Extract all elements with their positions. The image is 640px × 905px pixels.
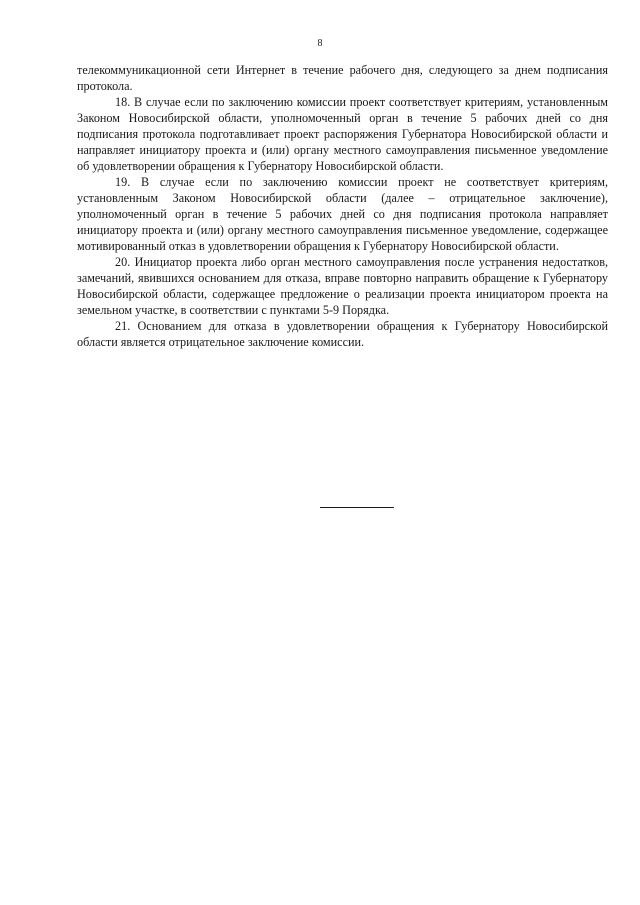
paragraph-20: 20. Инициатор проекта либо орган местного самоуправления после устранения недостатков, замечаний, явившихся основанием для отказа, вправе повторно направить обращение к Губернатору Новосибирской области, содержащее предложение о реализации проекта инициатором проекта на земельном участке, в соответствии с пунктами 5-9 Порядка.: [77, 255, 608, 317]
end-divider-line: [320, 507, 394, 508]
paragraph-19: 19. В случае если по заключению комиссии проект не соответствует критериям, установленным Законом Новосибирской области (далее – отрицательное заключение), уполномоченный орган в течение 5 рабочих дней со дня подписания протокола направляет инициатору проекта и (или) органу местного самоуправления письменное уведомление, содержащее мотивированный отказ в удовлетворении обращения к Губернатору Новосибирской области.: [77, 175, 608, 253]
paragraph-continuation: телекоммуникационной сети Интернет в течение рабочего дня, следующего за днем подписания протокола.: [77, 63, 608, 93]
paragraph-21: 21. Основанием для отказа в удовлетворении обращения к Губернатору Новосибирской области является отрицательное заключение комиссии.: [77, 319, 608, 349]
page-number: 8: [317, 38, 323, 49]
document-body: [77, 62, 608, 350]
paragraph-18: 18. В случае если по заключению комиссии проект соответствует критериям, установленным Законом Новосибирской области, уполномоченный орган в течение 5 рабочих дней со дня подписания протокола подготавливает проект распоряжения Губернатора Новосибирской области и направляет инициатору проекта и (или) органу местного самоуправления письменное уведомление об удовлетворении обращения к Губернатору Новосибирской области.: [77, 95, 608, 173]
